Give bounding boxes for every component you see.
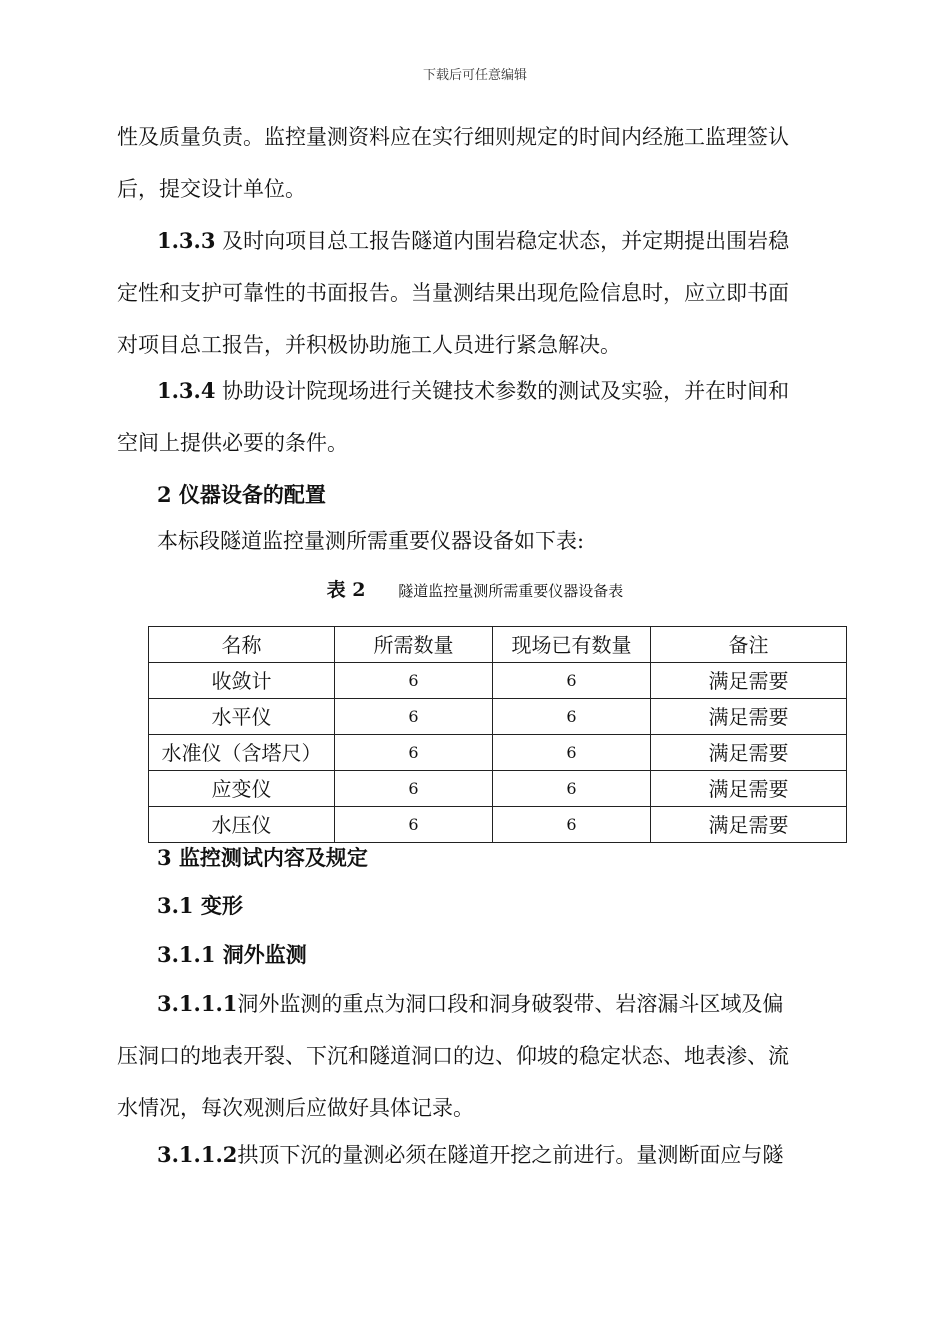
table-cell: 6 xyxy=(493,663,651,699)
table-cell: 6 xyxy=(493,807,651,843)
paragraph-line: 压洞口的地表开裂、下沉和隧道洞口的边、仰坡的稳定状态、地表渗、流 xyxy=(117,1044,789,1068)
table-row xyxy=(149,699,847,735)
paragraph-line: 对项目总工报告，并积极协助施工人员进行紧急解决。 xyxy=(117,333,621,357)
table-cell: 水平仪 xyxy=(149,699,335,735)
table-row xyxy=(149,663,847,699)
section-heading: 3 监控测试内容及规定 xyxy=(157,845,368,870)
table-cell: 6 xyxy=(493,771,651,807)
table-cell: 6 xyxy=(335,699,493,735)
table-cell: 6 xyxy=(493,699,651,735)
table-caption-text: 隧道监控量测所需重要仪器设备表 xyxy=(398,582,624,600)
paragraph-text: 协助设计院现场进行关键技术参数的测试及实验，并在时间和 xyxy=(222,379,790,403)
section-number: 3.1.1.1 xyxy=(157,991,238,1016)
paragraph-line: 定性和支护可靠性的书面报告。当量测结果出现危险信息时，应立即书面 xyxy=(117,281,789,305)
section-heading: 3.1 变形 xyxy=(157,893,243,918)
paragraph-line: 水情况，每次观测后应做好具体记录。 xyxy=(117,1096,474,1120)
table-cell: 6 xyxy=(335,771,493,807)
table-caption xyxy=(0,577,950,604)
page-header-note: 下载后可任意编辑 xyxy=(422,68,527,83)
paragraph-line xyxy=(157,226,837,256)
section-number: 3.1.1.2 xyxy=(157,1142,238,1167)
paragraph-line: 性及质量负责。监控量测资料应在实行细则规定的时间内经施工监理签认 xyxy=(117,125,789,149)
paragraph-line: 本标段隧道监控量测所需重要仪器设备如下表: xyxy=(157,529,585,553)
table-cell: 水压仪 xyxy=(149,807,335,843)
table-cell: 满足需要 xyxy=(651,699,847,735)
table-cell: 满足需要 xyxy=(651,771,847,807)
table-header-cell: 名称 xyxy=(149,627,335,663)
table-header-cell: 现场已有数量 xyxy=(493,627,651,663)
paragraph-line xyxy=(157,1140,837,1170)
equipment-table xyxy=(148,626,847,843)
paragraph-line xyxy=(157,989,837,1019)
paragraph-text: 洞外监测的重点为洞口段和洞身破裂带、岩溶漏斗区域及偏 xyxy=(237,992,784,1016)
paragraph-line: 后，提交设计单位。 xyxy=(117,177,306,201)
table-cell: 6 xyxy=(493,735,651,771)
table-cell: 收敛计 xyxy=(149,663,335,699)
table-header-cell: 所需数量 xyxy=(335,627,493,663)
paragraph-line: 空间上提供必要的条件。 xyxy=(117,431,348,455)
table-row xyxy=(149,771,847,807)
section-heading: 3.1.1 洞外监测 xyxy=(157,942,307,967)
section-number: 1.3.4 xyxy=(157,378,216,403)
table-cell: 应变仪 xyxy=(149,771,335,807)
table-header-row xyxy=(149,627,847,663)
section-heading: 2 仪器设备的配置 xyxy=(157,482,326,507)
table-cell: 满足需要 xyxy=(651,735,847,771)
table-cell: 水准仪（含塔尺） xyxy=(149,735,335,771)
table-cell: 满足需要 xyxy=(651,663,847,699)
table-caption-label: 表 2 xyxy=(326,579,366,601)
table-cell: 6 xyxy=(335,807,493,843)
table-header-cell: 备注 xyxy=(651,627,847,663)
paragraph-line xyxy=(157,376,837,406)
paragraph-text: 拱顶下沉的量测必须在隧道开挖之前进行。量测断面应与隧 xyxy=(237,1143,784,1167)
table-cell: 满足需要 xyxy=(651,807,847,843)
table-row xyxy=(149,735,847,771)
table-cell: 6 xyxy=(335,663,493,699)
table-cell: 6 xyxy=(335,735,493,771)
table-row xyxy=(149,807,847,843)
section-number: 1.3.3 xyxy=(157,228,216,253)
paragraph-text: 及时向项目总工报告隧道内围岩稳定状态，并定期提出围岩稳 xyxy=(222,229,790,253)
